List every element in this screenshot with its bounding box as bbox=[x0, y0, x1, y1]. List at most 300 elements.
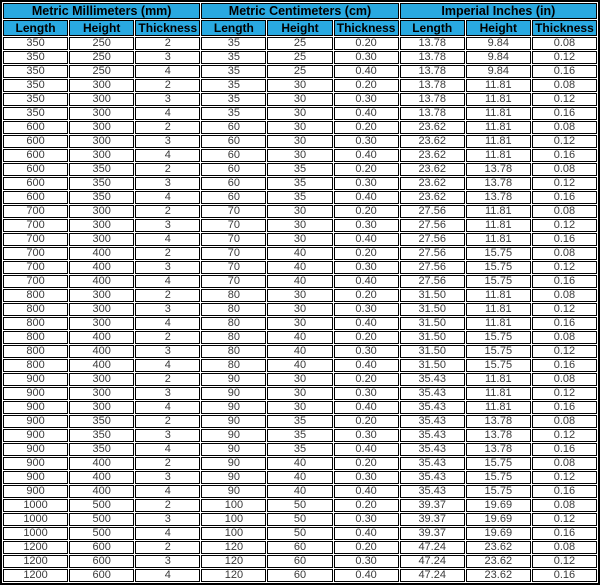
table-cell: 3 bbox=[135, 93, 200, 106]
table-cell: 13.78 bbox=[400, 37, 465, 50]
table-cell: 300 bbox=[69, 289, 134, 302]
table-cell: 300 bbox=[69, 107, 134, 120]
table-cell: 2 bbox=[135, 37, 200, 50]
table-cell: 900 bbox=[3, 429, 68, 442]
table-cell: 70 bbox=[201, 261, 266, 274]
table-cell: 60 bbox=[201, 163, 266, 176]
table-cell: 0.20 bbox=[334, 415, 399, 428]
table-cell: 350 bbox=[69, 163, 134, 176]
table-cell: 11.81 bbox=[466, 233, 531, 246]
table-cell: 120 bbox=[201, 555, 266, 568]
table-row bbox=[3, 79, 597, 92]
table-cell: 500 bbox=[69, 513, 134, 526]
column-header-in-thickness: Thickness bbox=[532, 20, 597, 36]
table-cell: 30 bbox=[267, 121, 332, 134]
table-cell: 15.75 bbox=[466, 471, 531, 484]
table-cell: 35.43 bbox=[400, 429, 465, 442]
table-cell: 3 bbox=[135, 513, 200, 526]
table-cell: 120 bbox=[201, 541, 266, 554]
table-cell: 0.08 bbox=[532, 121, 597, 134]
table-cell: 0.30 bbox=[334, 303, 399, 316]
table-cell: 23.62 bbox=[400, 191, 465, 204]
table-cell: 30 bbox=[267, 387, 332, 400]
table-cell: 1000 bbox=[3, 527, 68, 540]
table-cell: 11.81 bbox=[466, 135, 531, 148]
column-header-mm-length: Length bbox=[3, 20, 68, 36]
table-cell: 4 bbox=[135, 191, 200, 204]
table-cell: 500 bbox=[69, 527, 134, 540]
column-header-cm-thickness: Thickness bbox=[334, 20, 399, 36]
table-cell: 0.12 bbox=[532, 429, 597, 442]
table-cell: 60 bbox=[201, 177, 266, 190]
table-cell: 35.43 bbox=[400, 471, 465, 484]
table-cell: 15.75 bbox=[466, 485, 531, 498]
table-cell: 31.50 bbox=[400, 289, 465, 302]
table-cell: 700 bbox=[3, 247, 68, 260]
table-cell: 31.50 bbox=[400, 331, 465, 344]
table-cell: 300 bbox=[69, 93, 134, 106]
table-cell: 0.08 bbox=[532, 457, 597, 470]
table-cell: 0.12 bbox=[532, 471, 597, 484]
table-cell: 350 bbox=[3, 37, 68, 50]
table-cell: 23.62 bbox=[400, 121, 465, 134]
table-cell: 1200 bbox=[3, 569, 68, 582]
table-cell: 4 bbox=[135, 317, 200, 330]
table-cell: 11.81 bbox=[466, 303, 531, 316]
table-cell: 35 bbox=[201, 37, 266, 50]
table-cell: 90 bbox=[201, 387, 266, 400]
table-cell: 3 bbox=[135, 429, 200, 442]
table-cell: 90 bbox=[201, 457, 266, 470]
table-cell: 50 bbox=[267, 527, 332, 540]
table-cell: 700 bbox=[3, 261, 68, 274]
table-header bbox=[3, 3, 597, 36]
table-cell: 4 bbox=[135, 359, 200, 372]
column-header-mm-thickness: Thickness bbox=[135, 20, 200, 36]
table-cell: 3 bbox=[135, 261, 200, 274]
table-cell: 0.40 bbox=[334, 317, 399, 330]
table-row bbox=[3, 51, 597, 64]
table-row bbox=[3, 303, 597, 316]
table-cell: 30 bbox=[267, 205, 332, 218]
table-cell: 27.56 bbox=[400, 233, 465, 246]
table-cell: 15.75 bbox=[466, 457, 531, 470]
table-cell: 90 bbox=[201, 415, 266, 428]
table-cell: 250 bbox=[69, 51, 134, 64]
table-cell: 3 bbox=[135, 387, 200, 400]
table-cell: 0.12 bbox=[532, 219, 597, 232]
table-cell: 13.78 bbox=[466, 429, 531, 442]
table-cell: 400 bbox=[69, 359, 134, 372]
table-cell: 80 bbox=[201, 289, 266, 302]
table-cell: 0.20 bbox=[334, 457, 399, 470]
table-cell: 2 bbox=[135, 457, 200, 470]
table-cell: 23.62 bbox=[466, 569, 531, 582]
table-cell: 11.81 bbox=[466, 219, 531, 232]
table-cell: 0.40 bbox=[334, 275, 399, 288]
table-cell: 30 bbox=[267, 107, 332, 120]
table-cell: 39.37 bbox=[400, 513, 465, 526]
table-cell: 13.78 bbox=[466, 191, 531, 204]
table-cell: 0.30 bbox=[334, 345, 399, 358]
table-body bbox=[3, 37, 597, 582]
table-cell: 900 bbox=[3, 471, 68, 484]
table-cell: 0.08 bbox=[532, 415, 597, 428]
table-cell: 0.40 bbox=[334, 149, 399, 162]
table-cell: 11.81 bbox=[466, 79, 531, 92]
table-cell: 100 bbox=[201, 527, 266, 540]
table-cell: 40 bbox=[267, 275, 332, 288]
table-cell: 0.12 bbox=[532, 51, 597, 64]
table-cell: 0.16 bbox=[532, 401, 597, 414]
table-cell: 300 bbox=[69, 233, 134, 246]
table-cell: 11.81 bbox=[466, 107, 531, 120]
table-cell: 0.30 bbox=[334, 555, 399, 568]
table-cell: 13.78 bbox=[400, 51, 465, 64]
table-cell: 13.78 bbox=[466, 163, 531, 176]
table-cell: 300 bbox=[69, 79, 134, 92]
table-cell: 0.08 bbox=[532, 247, 597, 260]
table-cell: 35.43 bbox=[400, 443, 465, 456]
table-cell: 900 bbox=[3, 457, 68, 470]
table-cell: 0.12 bbox=[532, 387, 597, 400]
table-cell: 0.30 bbox=[334, 93, 399, 106]
section-header-metric-mm: Metric Millimeters (mm) bbox=[3, 3, 200, 19]
table-row bbox=[3, 65, 597, 78]
table-cell: 350 bbox=[3, 107, 68, 120]
table-row bbox=[3, 135, 597, 148]
table-cell: 80 bbox=[201, 345, 266, 358]
column-header-in-height: Height bbox=[466, 20, 531, 36]
table-cell: 31.50 bbox=[400, 345, 465, 358]
column-header-mm-height: Height bbox=[69, 20, 134, 36]
table-cell: 0.08 bbox=[532, 373, 597, 386]
table-cell: 35.43 bbox=[400, 401, 465, 414]
table-cell: 31.50 bbox=[400, 303, 465, 316]
table-cell: 30 bbox=[267, 79, 332, 92]
table-cell: 70 bbox=[201, 219, 266, 232]
table-cell: 60 bbox=[201, 121, 266, 134]
table-cell: 30 bbox=[267, 233, 332, 246]
table-cell: 39.37 bbox=[400, 527, 465, 540]
table-cell: 0.12 bbox=[532, 555, 597, 568]
table-cell: 13.78 bbox=[466, 177, 531, 190]
section-header-imperial-in: Imperial Inches (in) bbox=[400, 3, 597, 19]
column-header-cm-height: Height bbox=[267, 20, 332, 36]
table-cell: 0.30 bbox=[334, 51, 399, 64]
table-cell: 300 bbox=[69, 317, 134, 330]
table-cell: 35 bbox=[201, 51, 266, 64]
table-cell: 300 bbox=[69, 303, 134, 316]
table-cell: 800 bbox=[3, 317, 68, 330]
table-cell: 2 bbox=[135, 163, 200, 176]
table-cell: 0.30 bbox=[334, 219, 399, 232]
table-cell: 0.12 bbox=[532, 93, 597, 106]
table-cell: 0.12 bbox=[532, 303, 597, 316]
table-cell: 3 bbox=[135, 177, 200, 190]
table-cell: 35.43 bbox=[400, 485, 465, 498]
table-cell: 60 bbox=[201, 149, 266, 162]
table-cell: 4 bbox=[135, 401, 200, 414]
table-cell: 60 bbox=[201, 135, 266, 148]
table-cell: 0.08 bbox=[532, 79, 597, 92]
table-cell: 300 bbox=[69, 387, 134, 400]
table-cell: 100 bbox=[201, 499, 266, 512]
table-cell: 0.40 bbox=[334, 233, 399, 246]
table-cell: 600 bbox=[3, 177, 68, 190]
table-cell: 90 bbox=[201, 401, 266, 414]
table-cell: 300 bbox=[69, 135, 134, 148]
table-row bbox=[3, 569, 597, 582]
table-cell: 80 bbox=[201, 359, 266, 372]
table-cell: 2 bbox=[135, 415, 200, 428]
table-cell: 800 bbox=[3, 331, 68, 344]
table-cell: 19.69 bbox=[466, 499, 531, 512]
table-cell: 300 bbox=[69, 149, 134, 162]
table-cell: 23.62 bbox=[400, 163, 465, 176]
table-row bbox=[3, 93, 597, 106]
table-cell: 27.56 bbox=[400, 247, 465, 260]
table-cell: 2 bbox=[135, 205, 200, 218]
table-cell: 900 bbox=[3, 373, 68, 386]
table-row bbox=[3, 177, 597, 190]
table-cell: 0.20 bbox=[334, 541, 399, 554]
table-cell: 0.30 bbox=[334, 387, 399, 400]
table-cell: 25 bbox=[267, 65, 332, 78]
table-cell: 47.24 bbox=[400, 541, 465, 554]
table-cell: 350 bbox=[69, 443, 134, 456]
table-cell: 70 bbox=[201, 247, 266, 260]
table-cell: 13.78 bbox=[466, 443, 531, 456]
table-cell: 90 bbox=[201, 443, 266, 456]
table-cell: 2 bbox=[135, 373, 200, 386]
table-cell: 3 bbox=[135, 345, 200, 358]
table-cell: 350 bbox=[69, 177, 134, 190]
table-cell: 0.20 bbox=[334, 331, 399, 344]
table-row bbox=[3, 415, 597, 428]
table-cell: 4 bbox=[135, 65, 200, 78]
table-cell: 0.20 bbox=[334, 205, 399, 218]
table-row bbox=[3, 121, 597, 134]
table-cell: 700 bbox=[3, 205, 68, 218]
table-cell: 30 bbox=[267, 401, 332, 414]
table-cell: 0.16 bbox=[532, 569, 597, 582]
table-cell: 30 bbox=[267, 219, 332, 232]
table-cell: 3 bbox=[135, 471, 200, 484]
column-header-in-length: Length bbox=[400, 20, 465, 36]
table-cell: 30 bbox=[267, 317, 332, 330]
table-cell: 0.16 bbox=[532, 149, 597, 162]
table-cell: 100 bbox=[201, 513, 266, 526]
table-cell: 15.75 bbox=[466, 359, 531, 372]
table-row bbox=[3, 345, 597, 358]
table-cell: 0.16 bbox=[532, 527, 597, 540]
table-cell: 400 bbox=[69, 247, 134, 260]
table-cell: 0.30 bbox=[334, 471, 399, 484]
table-row bbox=[3, 555, 597, 568]
table-cell: 35.43 bbox=[400, 415, 465, 428]
table-row bbox=[3, 219, 597, 232]
table-cell: 50 bbox=[267, 513, 332, 526]
table-cell: 0.08 bbox=[532, 499, 597, 512]
table-cell: 2 bbox=[135, 247, 200, 260]
table-cell: 0.30 bbox=[334, 135, 399, 148]
table-cell: 30 bbox=[267, 289, 332, 302]
table-cell: 30 bbox=[267, 149, 332, 162]
table-row bbox=[3, 289, 597, 302]
table-cell: 600 bbox=[3, 135, 68, 148]
table-cell: 13.78 bbox=[400, 93, 465, 106]
table-cell: 300 bbox=[69, 373, 134, 386]
table-cell: 800 bbox=[3, 359, 68, 372]
table-cell: 23.62 bbox=[400, 135, 465, 148]
table-cell: 0.20 bbox=[334, 499, 399, 512]
table-cell: 15.75 bbox=[466, 331, 531, 344]
table-cell: 13.78 bbox=[400, 107, 465, 120]
table-cell: 11.81 bbox=[466, 387, 531, 400]
table-cell: 15.75 bbox=[466, 261, 531, 274]
table-cell: 30 bbox=[267, 303, 332, 316]
table-row bbox=[3, 317, 597, 330]
table-row bbox=[3, 457, 597, 470]
table-cell: 80 bbox=[201, 303, 266, 316]
table-cell: 0.20 bbox=[334, 247, 399, 260]
table-cell: 0.20 bbox=[334, 373, 399, 386]
table-row bbox=[3, 541, 597, 554]
table-cell: 35 bbox=[267, 429, 332, 442]
table-cell: 60 bbox=[267, 541, 332, 554]
table-cell: 4 bbox=[135, 485, 200, 498]
table-cell: 9.84 bbox=[466, 51, 531, 64]
table-cell: 0.40 bbox=[334, 485, 399, 498]
table-cell: 900 bbox=[3, 401, 68, 414]
table-cell: 120 bbox=[201, 569, 266, 582]
table-row bbox=[3, 233, 597, 246]
table-cell: 70 bbox=[201, 233, 266, 246]
table-cell: 0.08 bbox=[532, 205, 597, 218]
table-cell: 19.69 bbox=[466, 527, 531, 540]
table-row bbox=[3, 401, 597, 414]
table-cell: 40 bbox=[267, 247, 332, 260]
table-cell: 70 bbox=[201, 205, 266, 218]
table-cell: 47.24 bbox=[400, 569, 465, 582]
table-cell: 350 bbox=[3, 79, 68, 92]
table-cell: 35 bbox=[201, 107, 266, 120]
table-cell: 800 bbox=[3, 289, 68, 302]
table-cell: 600 bbox=[3, 191, 68, 204]
table-cell: 40 bbox=[267, 359, 332, 372]
table-cell: 13.78 bbox=[466, 415, 531, 428]
table-cell: 35 bbox=[201, 79, 266, 92]
table-cell: 600 bbox=[3, 121, 68, 134]
table-cell: 19.69 bbox=[466, 513, 531, 526]
table-cell: 600 bbox=[3, 149, 68, 162]
table-cell: 350 bbox=[69, 191, 134, 204]
table-cell: 60 bbox=[201, 191, 266, 204]
table-cell: 4 bbox=[135, 569, 200, 582]
table-cell: 27.56 bbox=[400, 275, 465, 288]
table-cell: 0.40 bbox=[334, 359, 399, 372]
table-cell: 35 bbox=[267, 443, 332, 456]
table-cell: 23.62 bbox=[400, 149, 465, 162]
table-cell: 0.16 bbox=[532, 275, 597, 288]
table-row bbox=[3, 513, 597, 526]
table-cell: 4 bbox=[135, 443, 200, 456]
table-cell: 300 bbox=[69, 401, 134, 414]
table-cell: 23.62 bbox=[466, 541, 531, 554]
table-cell: 250 bbox=[69, 37, 134, 50]
table-cell: 25 bbox=[267, 51, 332, 64]
table-cell: 40 bbox=[267, 457, 332, 470]
table-cell: 0.16 bbox=[532, 107, 597, 120]
table-cell: 0.16 bbox=[532, 233, 597, 246]
table-cell: 3 bbox=[135, 219, 200, 232]
table-cell: 1200 bbox=[3, 555, 68, 568]
table-cell: 35.43 bbox=[400, 457, 465, 470]
table-cell: 1000 bbox=[3, 513, 68, 526]
table-cell: 900 bbox=[3, 387, 68, 400]
table-cell: 35.43 bbox=[400, 387, 465, 400]
table-cell: 35 bbox=[201, 93, 266, 106]
table-cell: 60 bbox=[267, 555, 332, 568]
table-cell: 50 bbox=[267, 499, 332, 512]
table-cell: 15.75 bbox=[466, 345, 531, 358]
table-cell: 2 bbox=[135, 121, 200, 134]
table-cell: 0.20 bbox=[334, 121, 399, 134]
table-cell: 0.12 bbox=[532, 513, 597, 526]
table-cell: 900 bbox=[3, 415, 68, 428]
table-cell: 350 bbox=[3, 51, 68, 64]
table-cell: 600 bbox=[3, 163, 68, 176]
table-cell: 0.30 bbox=[334, 261, 399, 274]
table-row bbox=[3, 373, 597, 386]
table-cell: 11.81 bbox=[466, 205, 531, 218]
table-cell: 40 bbox=[267, 331, 332, 344]
table-cell: 60 bbox=[267, 569, 332, 582]
table-cell: 800 bbox=[3, 345, 68, 358]
table-cell: 0.16 bbox=[532, 443, 597, 456]
table-cell: 0.20 bbox=[334, 79, 399, 92]
table-cell: 25 bbox=[267, 37, 332, 50]
table-row bbox=[3, 387, 597, 400]
table-cell: 0.30 bbox=[334, 177, 399, 190]
column-header-cm-length: Length bbox=[201, 20, 266, 36]
table-cell: 11.81 bbox=[466, 93, 531, 106]
table-cell: 31.50 bbox=[400, 359, 465, 372]
table-cell: 15.75 bbox=[466, 275, 531, 288]
table-cell: 0.20 bbox=[334, 289, 399, 302]
table-cell: 90 bbox=[201, 485, 266, 498]
column-header-row bbox=[3, 20, 597, 36]
table-cell: 4 bbox=[135, 149, 200, 162]
table-cell: 31.50 bbox=[400, 317, 465, 330]
table-cell: 0.40 bbox=[334, 569, 399, 582]
table-cell: 23.62 bbox=[466, 555, 531, 568]
table-cell: 0.16 bbox=[532, 191, 597, 204]
table-row bbox=[3, 149, 597, 162]
table-cell: 0.08 bbox=[532, 37, 597, 50]
table-cell: 11.81 bbox=[466, 317, 531, 330]
table-cell: 0.12 bbox=[532, 261, 597, 274]
table-cell: 0.08 bbox=[532, 541, 597, 554]
table-cell: 350 bbox=[3, 93, 68, 106]
table-cell: 0.08 bbox=[532, 163, 597, 176]
table-cell: 400 bbox=[69, 457, 134, 470]
table-cell: 90 bbox=[201, 373, 266, 386]
table-cell: 11.81 bbox=[466, 373, 531, 386]
table-cell: 0.40 bbox=[334, 107, 399, 120]
table-cell: 11.81 bbox=[466, 401, 531, 414]
